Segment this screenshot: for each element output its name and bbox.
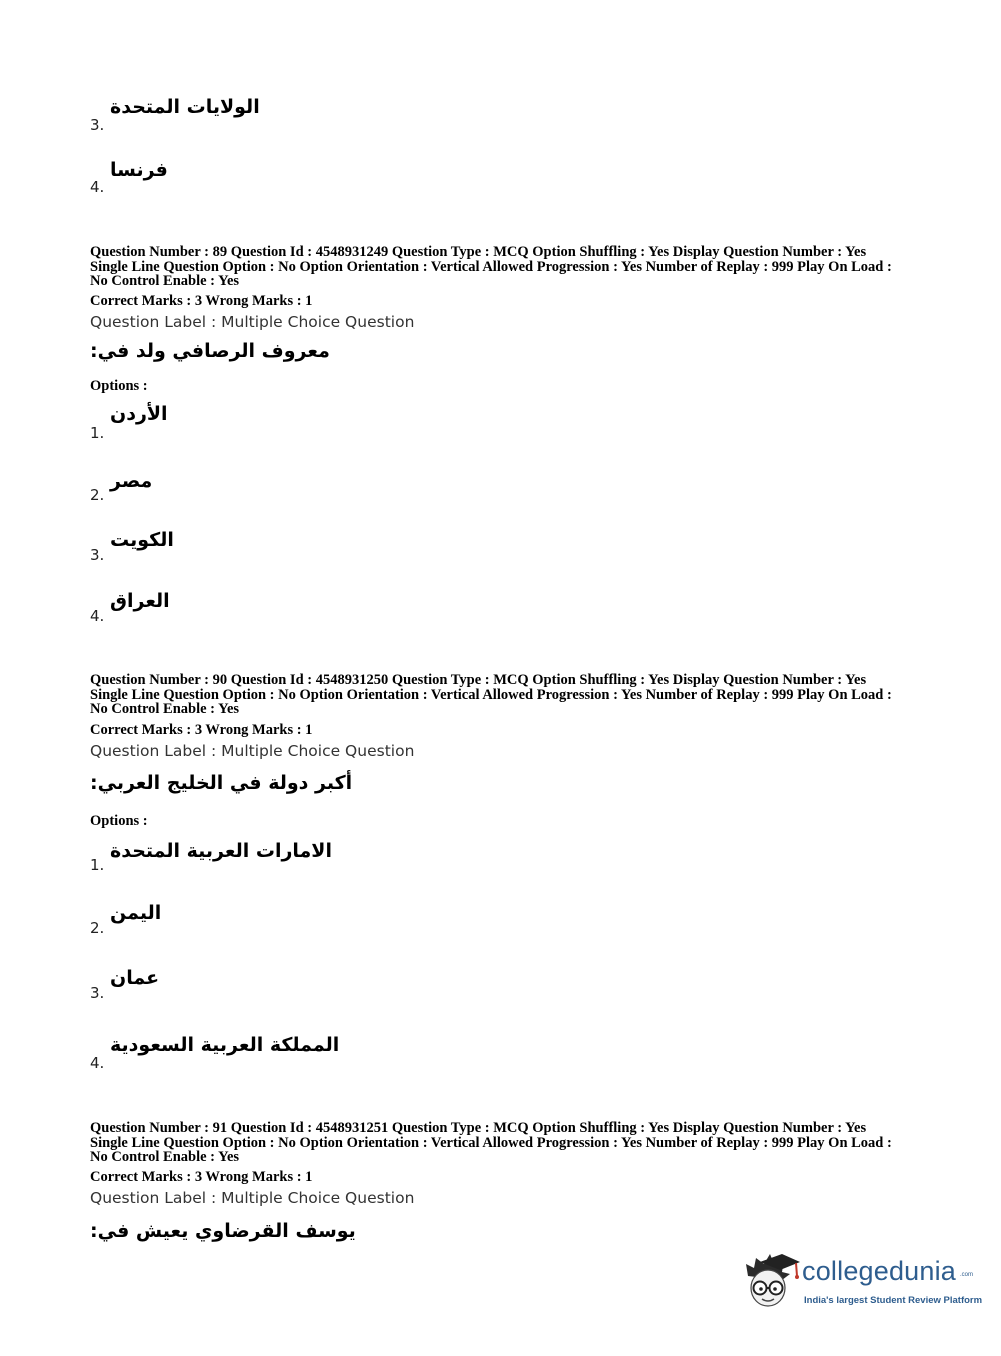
options-heading: Options : [90,813,148,829]
metadata-line: Single Line Question Option : No Option Orientation : Vertical Allowed Progression : Yes Number of Replay : 999 Play On Load : [90,686,892,703]
option-number: 3. [90,116,105,134]
option-text: المملكة العربية السعودية [110,1034,340,1056]
option-text: اليمن [110,902,162,924]
option-number: 3. [90,546,105,564]
metadata-line: Question Number : 91 Question Id : 4548931251 Question Type : MCQ Option Shuffling : Yes Display Question Number : Yes [90,1120,867,1136]
option-number: 3. [90,984,105,1002]
logo-tagline: India's largest Student Review Platform [804,1295,983,1306]
option-text: الولايات المتحدة [110,96,260,118]
option-number: 4. [90,178,105,196]
metadata-line: Question Number : 90 Question Id : 4548931250 Question Type : MCQ Option Shuffling : Yes Display Question Number : Yes [90,672,867,688]
metadata-line: No Control Enable : Yes [90,273,240,290]
options-heading: Options : [90,378,148,394]
question-metadata [90,245,920,289]
option-text: الامارات العربية المتحدة [110,840,332,862]
option-number: 1. [90,856,105,874]
option-text: الأردن [110,403,168,425]
option-text: العراق [110,590,170,612]
marks-line: Correct Marks : 3 Wrong Marks : 1 [90,293,313,309]
option-text: الكويت [110,529,174,551]
option-text: فرنسا [110,159,168,181]
logo-wordmark: collegedunia [802,1256,957,1286]
metadata-line: Single Line Question Option : No Option Orientation : Vertical Allowed Progression : Yes Number of Replay : 999 Play On Load : [90,258,892,275]
option-number: 4. [90,607,105,625]
question-label: Question Label : Multiple Choice Question [90,742,415,760]
option-number: 2. [90,919,105,937]
question-label: Question Label : Multiple Choice Question [90,1189,415,1207]
collegedunia-logo[interactable] [740,1250,983,1320]
logo-domain: .com [960,1272,974,1278]
marks-line: Correct Marks : 3 Wrong Marks : 1 [90,1169,313,1185]
metadata-line: Question Number : 89 Question Id : 4548931249 Question Type : MCQ Option Shuffling : Yes Display Question Number : Yes [90,244,867,260]
option-text: عمان [110,967,160,989]
metadata-line: Single Line Question Option : No Option Orientation : Vertical Allowed Progression : Yes Number of Replay : 999 Play On Load : [90,1134,892,1151]
option-number: 4. [90,1054,105,1072]
option-text: مصر [110,470,153,492]
marks-line: Correct Marks : 3 Wrong Marks : 1 [90,722,313,738]
question-text: معروف الرصافي ولد في: [90,340,330,362]
graduate-mascot-icon [740,1250,800,1312]
question-text: يوسف القرضاوي يعيش في: [90,1220,356,1242]
question-metadata [90,673,920,717]
option-number: 1. [90,424,105,442]
metadata-line: No Control Enable : Yes [90,701,240,718]
question-metadata [90,1121,920,1165]
option-number: 2. [90,486,105,504]
question-text: أكبر دولة في الخليج العربي: [90,772,353,794]
metadata-line: No Control Enable : Yes [90,1149,240,1166]
question-label: Question Label : Multiple Choice Question [90,313,415,331]
